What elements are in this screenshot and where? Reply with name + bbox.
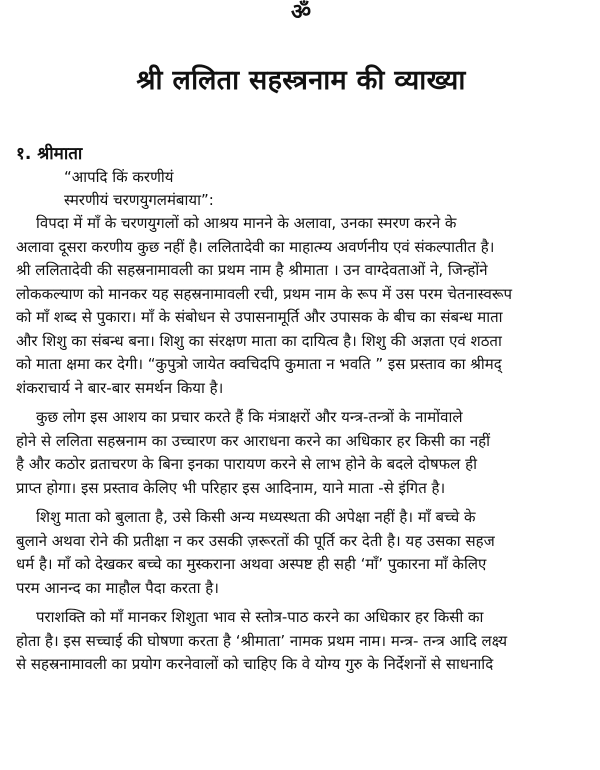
text-line: धर्म है। माँ को देखकर बच्चे का मुस्कराना अथवा अस्पष्ट ही सही ‘माँ’ पुकारना माँ केलिए xyxy=(16,555,487,573)
text-line: को माता क्षमा कर देगी। “कुपुत्रो जायेत क्वचिदपि कुमाता न भवति ” इस प्रस्ताव का श्रीमद् xyxy=(16,355,502,373)
quote-line: “आपदि किं करणीयं xyxy=(64,168,174,186)
text-line: पराशक्ति को माँ मानकर शिशुता भाव से स्तोत्र-पाठ करने का अधिकार हर किसी का xyxy=(36,608,484,626)
sanskrit-quote xyxy=(16,166,586,212)
paragraph xyxy=(16,506,586,600)
om-symbol: ॐ xyxy=(290,0,312,25)
text-line: श्री ललितादेवी की सहस्रनामावली का प्रथम नाम है श्रीमाता । उन वाग्देवताओं ने, जिन्होंने xyxy=(16,261,488,279)
text-line: है और कठोर व्रताचरण के बिना इनका पारायण करने से लाभ होने के बदले दोषफल ही xyxy=(16,455,477,473)
page-title: श्री ललिता सहस्त्रनाम की व्याख्या xyxy=(136,65,466,96)
paragraph xyxy=(16,212,586,400)
section-heading: १. श्रीमाता xyxy=(16,144,83,164)
text-line: विपदा में माँ के चरणयुगलों को आश्रय मानने के अलावा, उनका स्मरण करने के xyxy=(36,214,457,232)
text-line: होता है। इस सच्चाई की घोषणा करता है ‘श्रीमाता’ नामक प्रथम नाम। मन्त्र- तन्त्र आदि लक्ष्य xyxy=(16,631,508,650)
paragraph xyxy=(16,606,586,677)
text-line: बुलाने अथवा रोने की प्रतीक्षा न कर उसकी ज़रूरतों की पूर्ति कर देती है। यह उसका सहज xyxy=(16,531,495,550)
text-line: परम आनन्द का माहौल पैदा करता है। xyxy=(16,578,219,597)
text-line: शिशु माता को बुलाता है, उसे किसी अन्य मध्यस्थता की अपेक्षा नहीं है। माँ बच्चे के xyxy=(36,508,476,526)
quote-line: स्मरणीयं चरणयुगलमंबाया”: xyxy=(64,191,214,209)
text-line: को माँ शब्द से पुकारा। माँ के संबोधन से उपासनामूर्ति और उपासक के बीच का संबन्ध माता xyxy=(16,308,503,326)
text-line: कुछ लोग इस आशय का प्रचार करते हैं कि मंत्राक्षरों और यन्त्र-तन्त्रों के नामोंवाले xyxy=(36,408,463,426)
text-line: से सहस्रनामावली का प्रयोग करनेवालों को चाहिए कि वे योग्य गुरु के निर्देशनों से साधनादि xyxy=(16,655,494,673)
text-line: लोककल्याण को मानकर यह सहस्रनामावली रची, प्रथम नाम के रूप में उस परम चेतनास्वरूप xyxy=(16,284,512,303)
paragraph xyxy=(16,406,586,500)
text-line: शंकराचार्य ने बार-बार समर्थन किया है। xyxy=(16,378,224,397)
text-line: अलावा दूसरा करणीय कुछ नहीं है। ललितादेवी का माहात्म्य अवर्णनीय एवं संकल्पातीत है। xyxy=(16,237,495,256)
text-line: प्राप्त होगा। इस प्रस्ताव केलिए भी परिहार इस आदिनाम, याने माता -से इंगित है। xyxy=(16,478,446,497)
body-text xyxy=(16,212,586,677)
text-line: और शिशु का संबन्ध बना। शिशु का संरक्षण माता का दायित्व है। शिशु की अज्ञता एवं शठता xyxy=(16,331,502,350)
text-line: होने से ललिता सहस्रनाम का उच्चारण कर आराधना करने का अधिकार हर किसी का नहीं xyxy=(16,431,491,450)
